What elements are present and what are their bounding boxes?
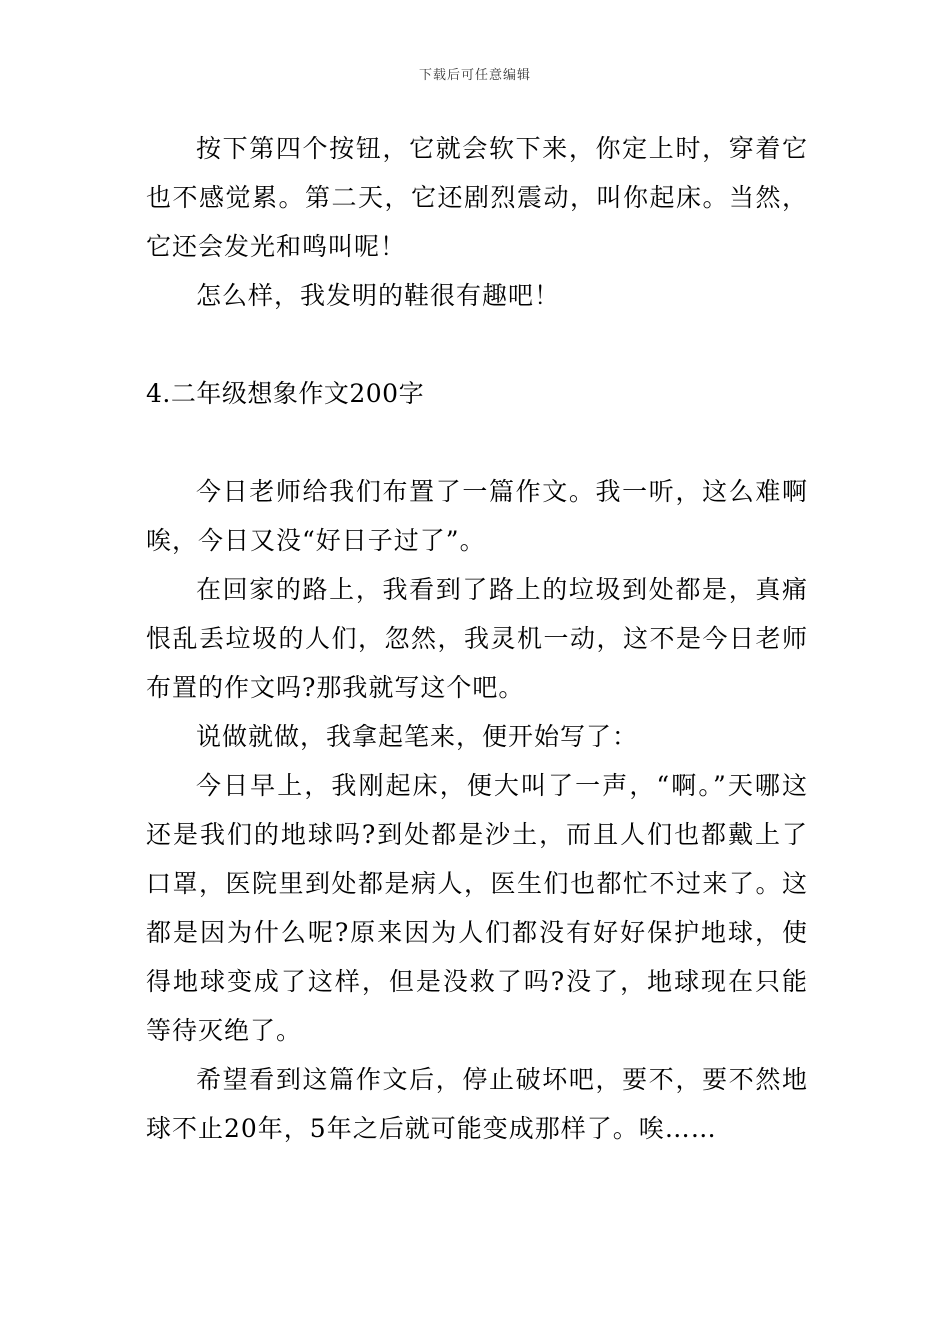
page-header: 下载后可任意编辑 (418, 68, 531, 83)
paragraph-shoe-conclusion: 怎么样，我发明的鞋很有趣吧！ (196, 281, 561, 310)
paragraph-hope: 希望看到这篇作文后，停止破坏吧，要不，要不然地球不止20年，5年之后就可能变成那样了。唉…… (146, 1065, 808, 1143)
paragraph-shoe-fourth-button: 按下第四个按钮，它就会软下来，你定上时，穿着它也不感觉累。第二天，它还剧烈震动，叫你起床。当然，它还会发光和鸣叫呢！ (146, 134, 808, 261)
section-heading: 4.二年级想象作文200字 (146, 379, 425, 408)
document-body (146, 124, 808, 1153)
paragraph-essay-assignment: 今日老师给我们布置了一篇作文。我一听，这么难啊唉，今日又没“好日子过了”。 (146, 477, 808, 555)
paragraph-earth-scene: 今日早上，我刚起床，便大叫了一声，“啊。”天哪这还是我们的地球吗?到处都是沙土，而且人们也都戴上了口罩，医院里到处都是病人，医生们也都忙不过来了。这都是因为什么呢?原来因为人们都没有好好保护地球，使得地球变成了这样，但是没救了吗?没了，地球现在只能等待灭绝了。 (146, 771, 808, 1045)
paragraph-start-writing: 说做就做，我拿起笔来，便开始写了： (196, 722, 639, 751)
paragraph-way-home: 在回家的路上，我看到了路上的垃圾到处都是，真痛恨乱丢垃圾的人们，忽然，我灵机一动，这不是今日老师布置的作文吗?那我就写这个吧。 (146, 575, 808, 702)
